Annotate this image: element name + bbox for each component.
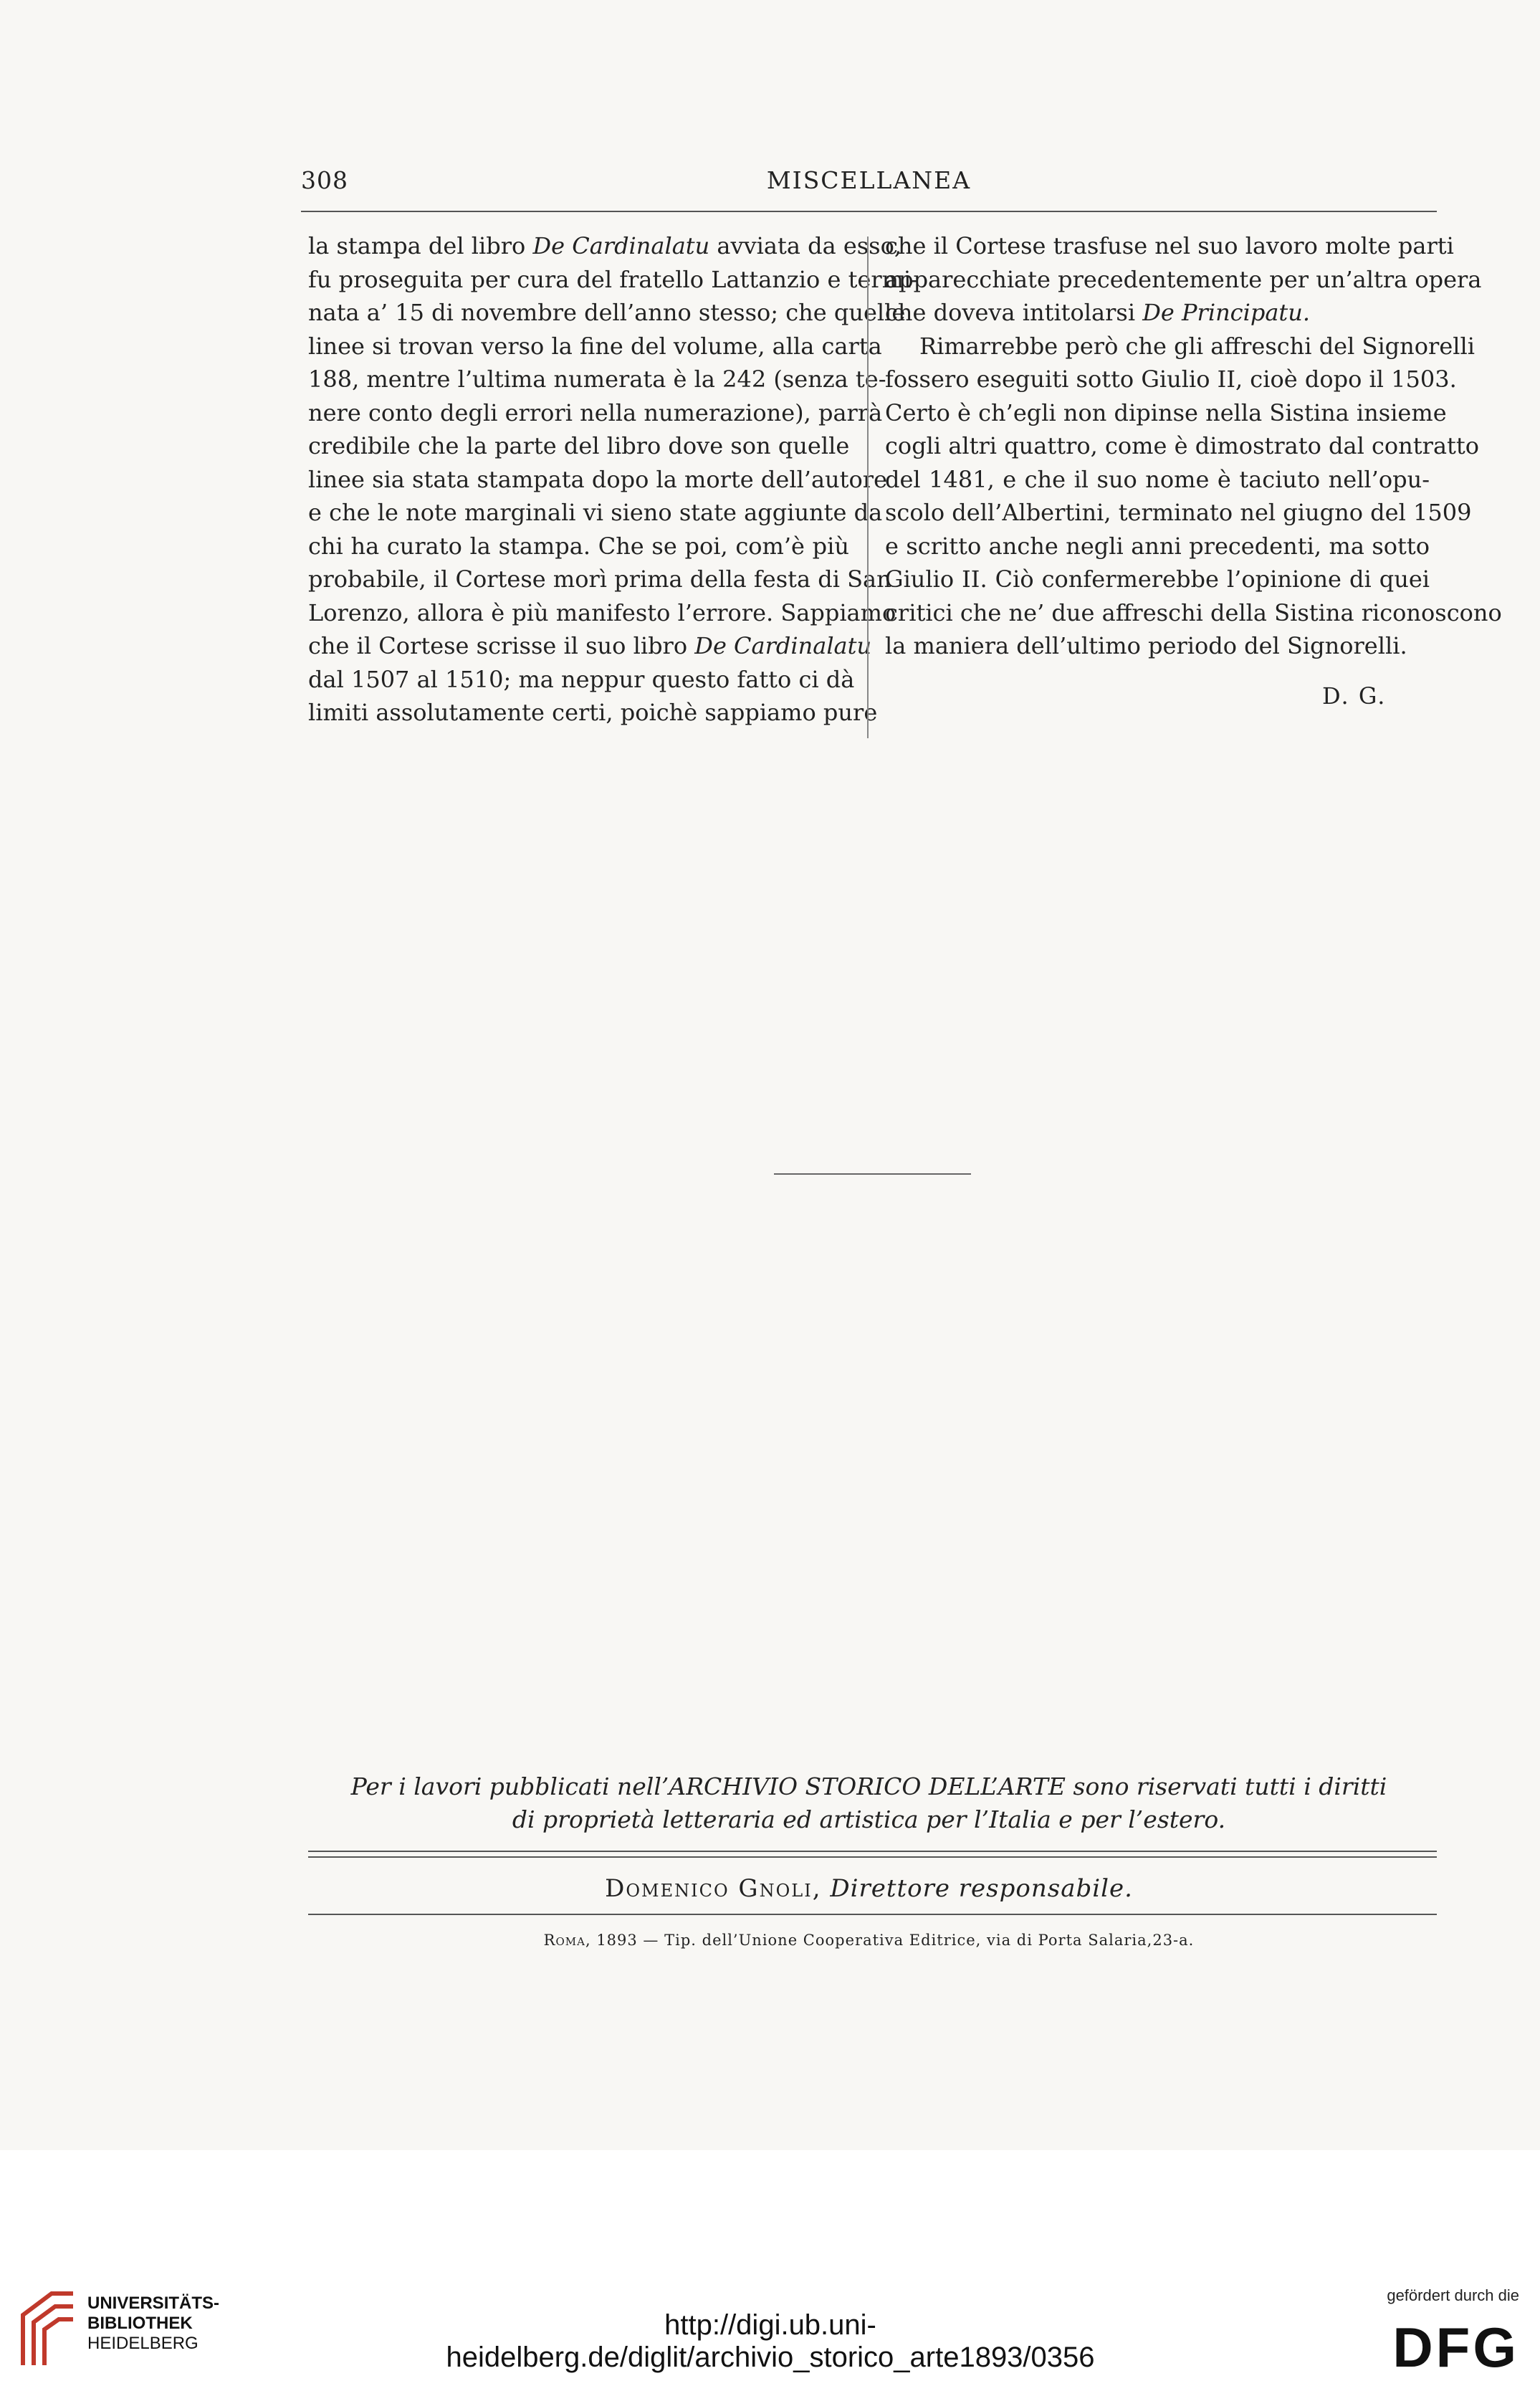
- left-text-line: [308, 363, 886, 396]
- left-text-line: [308, 696, 878, 730]
- right-column: [885, 229, 1502, 663]
- rule-2: [308, 1856, 1437, 1858]
- text-run: nere conto degli errori nella numerazione), parrà: [308, 398, 883, 426]
- text-run: nata a’ 15 di novembre dell’anno stesso; che quelle: [308, 299, 906, 326]
- text-run: probabile, il Cortese morì prima della festa di San: [308, 565, 891, 593]
- italic-title: De Cardinalatu: [532, 232, 710, 259]
- library-logo-icon: [16, 2286, 80, 2372]
- text-run: critici che ne’ due affreschi della Sistina riconoscono: [885, 598, 1502, 626]
- text-run: cogli altri quattro, come è dimostrato dal contratto: [885, 432, 1479, 459]
- header-rule: [301, 211, 1437, 212]
- running-title: MISCELLANEA: [766, 166, 972, 194]
- text-run: limiti assolutamente certi, poichè sappiamo pure: [308, 699, 878, 726]
- imprint-details: 1893 — Tip. dell’Unione Cooperativa Editrice, via di Porta Salaria,23-a.: [596, 1932, 1195, 1949]
- rule-1: [308, 1851, 1437, 1852]
- column-divider: [867, 237, 869, 738]
- section-end-rule: [774, 1173, 971, 1175]
- text-run: scolo dell’Albertini, terminato nel giugno del 1509: [885, 499, 1472, 526]
- left-text-line: [308, 629, 872, 663]
- right-text-line: [885, 396, 1447, 430]
- text-run: Certo è ch’egli non dipinse nella Sistina insieme: [885, 398, 1447, 426]
- library-name-line-2: BIBLIOTHEK: [87, 2314, 193, 2333]
- library-name: [87, 2294, 219, 2354]
- right-text-line: [885, 463, 1430, 497]
- text-run: linee sia stata stampata dopo la morte dell’autore: [308, 465, 888, 493]
- text-run: che il Cortese trasfuse nel suo lavoro molte parti: [885, 232, 1454, 259]
- left-text-line: [308, 429, 849, 463]
- text-run: e che le note marginali vi sieno state aggiunte da: [308, 499, 883, 526]
- left-text-line: [308, 563, 891, 596]
- text-run: la stampa del libro: [308, 232, 533, 259]
- left-text-line: [308, 663, 855, 697]
- right-text-line: [885, 629, 1430, 663]
- text-run: e scritto anche negli anni precedenti, ma sotto: [885, 532, 1430, 560]
- right-text-line: [885, 563, 1430, 596]
- left-text-line: [308, 463, 888, 497]
- right-text-line: [885, 596, 1502, 630]
- text-run: che doveva intitolarsi: [885, 299, 1143, 326]
- text-run: del 1481, e che il suo nome è taciuto nell’opu-: [885, 465, 1430, 493]
- right-text-line: [885, 229, 1454, 263]
- page-header: [301, 166, 1437, 202]
- italic-title: De Cardinalatu: [694, 632, 872, 659]
- page-number: 308: [301, 166, 348, 194]
- editor-name: Domenico Gnoli,: [605, 1874, 822, 1903]
- text-run: Giulio II. Ciò confermerebbe l’opinione di quei: [885, 565, 1430, 593]
- rule-3: [308, 1914, 1437, 1915]
- text-run: Lorenzo, allora è più manifesto l’errore. Sappiamo: [308, 598, 896, 626]
- text-run: fossero eseguiti sotto Giulio II, cioè dopo il 1503.: [885, 366, 1457, 393]
- right-text-line: [885, 496, 1472, 530]
- text-run: chi ha curato la stampa. Che se poi, com’è più: [308, 532, 849, 560]
- italic-title: De Principatu.: [1142, 299, 1311, 326]
- funded-by-label: gefördert durch die: [1387, 2286, 1519, 2304]
- right-text-line: [885, 530, 1430, 563]
- right-text-line: [885, 263, 1482, 297]
- right-text-line: [885, 296, 1430, 330]
- text-run: avviata da esso,: [709, 232, 902, 259]
- permalink-url[interactable]: http://digi.ub.uni-heidelberg.de/diglit/archivio_storico_arte1893/0356: [446, 2309, 1095, 2373]
- left-text-line: [308, 263, 919, 297]
- text-run: fu proseguita per cura del fratello Lattanzio e termi-: [308, 265, 919, 293]
- imprint-city: Roma,: [543, 1932, 591, 1949]
- dfg-logo-icon: DFG: [1392, 2316, 1519, 2379]
- right-text-line: [885, 429, 1479, 463]
- left-text-line: [308, 396, 883, 430]
- author-signature: D. G.: [1322, 682, 1387, 710]
- text-run: credibile che la parte del libro dove son quelle: [308, 432, 850, 459]
- left-text-line: [308, 496, 883, 530]
- text-run: dal 1507 al 1510; ma neppur questo fatto ci dà: [308, 665, 855, 693]
- text-run: 188, mentre l’ultima numerata è la 242 (senza te-: [308, 366, 886, 393]
- library-name-line-3: HEIDELBERG: [87, 2334, 199, 2353]
- rights-notice-line-2: di proprietà letteraria ed artistica per l’Italia e per l’estero.: [512, 1805, 1226, 1833]
- printer-imprint: [301, 1932, 1437, 1949]
- left-text-line: [308, 596, 896, 630]
- left-text-line: [308, 530, 849, 563]
- right-text-line: [885, 363, 1457, 396]
- rights-notice: [301, 1770, 1437, 1836]
- text-run: apparecchiate precedentemente per un’altra opera: [885, 265, 1482, 293]
- text-run: linee si trovan verso la fine del volume, alla carta: [308, 332, 882, 360]
- left-column: [308, 229, 919, 730]
- right-text-line: [885, 330, 1475, 363]
- library-name-line-1: UNIVERSITÄTS-: [87, 2294, 220, 2313]
- text-run: la maniera dell’ultimo periodo del Signorelli.: [885, 632, 1407, 659]
- left-text-line: [308, 330, 882, 363]
- left-text-line: [308, 296, 906, 330]
- text-run: Rimarrebbe però che gli affreschi del Signorelli: [919, 332, 1475, 360]
- editor-role: Direttore responsabile.: [830, 1874, 1133, 1903]
- left-text-line: [308, 229, 902, 263]
- text-run: che il Cortese scrisse il suo libro: [308, 632, 695, 659]
- digitization-footer: [0, 2265, 1540, 2391]
- rights-notice-line-1: Per i lavori pubblicati nell’ARCHIVIO STORICO DELL’ARTE sono riservati tutti i diritti: [350, 1772, 1387, 1800]
- editor-line: [301, 1874, 1437, 1903]
